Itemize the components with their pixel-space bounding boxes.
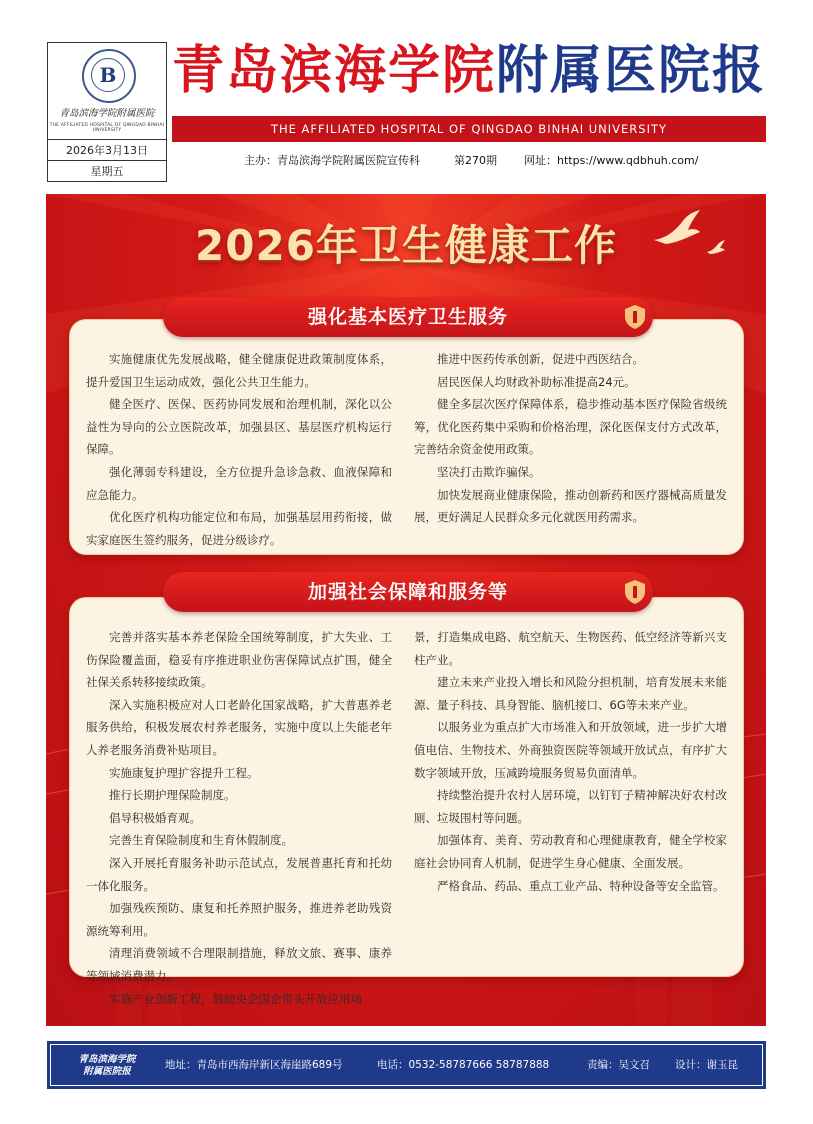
section1-right-column [414, 348, 727, 529]
newspaper-title [172, 38, 768, 104]
paragraph: 清理消费领域不合理限制措施，释放文旅、赛事、康养等领域消费潜力。 [86, 946, 392, 983]
paragraph: 推行长期护理保险制度。 [109, 788, 236, 803]
paragraph: 实施产业创新工程，鼓励央企国企带头开放应用场 [109, 991, 362, 1006]
section1-left-column [86, 348, 392, 551]
paragraph: 完善并落实基本养老保险全国统筹制度，扩大失业、工伤保险覆盖面，稳妥有序推进职业伤害保障试点扩围，健全社保关系转移接续政策。 [86, 630, 392, 690]
footer-brand-line1: 青岛滨海学院 [78, 1054, 136, 1065]
section2-right-column [414, 626, 727, 897]
footer-brand-line2: 附属医院报 [83, 1066, 131, 1077]
section-heading-healthcare: 强化基本医疗卫生服务 [163, 297, 653, 337]
footer-address: 地址：青岛市西海岸新区海崖路689号 [165, 1059, 343, 1071]
paragraph: 深入实施积极应对人口老龄化国家战略，扩大普惠养老服务供给，积极发展农村养老服务，实施中度以上失能老年人养老服务消费补贴项目。 [86, 697, 392, 757]
title-blue-part: 附属医院报 [496, 40, 767, 101]
paragraph: 健全多层次医疗保障体系，稳步推动基本医疗保险省级统筹，优化医药集中采购和价格治理，深化医保支付方式改革，完善结余资金使用政策。 [414, 397, 727, 457]
footer-bar [47, 1041, 766, 1089]
party-emblem-icon [624, 304, 646, 330]
paragraph: 深入开展托育服务补助示范试点，发展普惠托育和托幼一体化服务。 [86, 855, 392, 893]
dove-icon [652, 210, 702, 252]
paragraph: 实施康复护理扩容提升工程。 [109, 765, 259, 780]
section-heading-social-security: 加强社会保障和服务等 [163, 572, 653, 612]
masthead-info-row [172, 150, 766, 172]
website-link[interactable]: 网址：https://www.qdbhuh.com/ [524, 154, 699, 167]
poster-title: 2026年卫生健康工作 [195, 221, 617, 270]
section-card-healthcare [70, 320, 743, 554]
section2-left-column [86, 626, 392, 1010]
paragraph: 推进中医药传承创新，促进中西医结合。 [437, 352, 644, 366]
issue-number: 第270期 [454, 154, 497, 167]
english-subtitle-band: THE AFFILIATED HOSPITAL OF QINGDAO BINHAI UNIVERSITY [172, 116, 766, 142]
masthead-logo-box [47, 42, 167, 182]
seal-letter: B [91, 58, 125, 92]
paragraph: 加强残疾预防、康复和托养照护服务，推进养老助残资源统筹利用。 [86, 901, 392, 938]
footer-brand [65, 1054, 149, 1078]
paragraph: 完善生育保险制度和生育休假制度。 [109, 833, 293, 848]
footer-phone: 电话：0532-58787666 58787888 [377, 1059, 550, 1071]
paragraph: 实施健康优先发展战略，健全健康促进政策制度体系，提升爱国卫生运动成效，强化公共卫生能力。 [86, 352, 392, 389]
logo-english-name: THE AFFILIATED HOSPITAL OF QINGDAO BINHAI UNIVERSITY [49, 123, 165, 133]
footer-designer: 设计：谢玉昆 [675, 1059, 738, 1071]
hospital-seal-icon [82, 49, 136, 103]
title-red-part: 青岛滨海学院 [172, 40, 497, 101]
footer-frame [50, 1044, 763, 1086]
paragraph: 健全医疗、医保、医药协同发展和治理机制，深化以公益性为导向的公立医院改革，加强县区、基层医疗机构运行保障。 [86, 397, 392, 457]
logo-chinese-name: 青岛滨海学院附属医院 [59, 108, 155, 119]
party-emblem-icon [624, 579, 646, 605]
paragraph: 优化医疗机构功能定位和布局，加强基层用药衔接，做实家庭医生签约服务，促进分级诊疗。 [86, 510, 392, 547]
small-dove-icon [706, 240, 726, 256]
section-card-social-security [70, 598, 743, 1006]
sponsor-text: 主办：青岛滨海学院附属医院宣传科 [244, 154, 420, 167]
poster-panel [46, 194, 766, 1026]
paragraph: 倡导积极婚育观。 [109, 810, 201, 825]
paragraph: 以服务业为重点扩大市场准入和开放领域，进一步扩大增值电信、生物技术、外商独资医院等领域开放试点，有序扩大数字领域开放，压减跨境服务贸易负面清单。 [414, 720, 727, 780]
paragraph-continued: 景，打造集成电路、航空航天、生物医药、低空经济等新兴支柱产业。 [414, 630, 727, 667]
footer-editor: 责编：吴文召 [587, 1059, 650, 1071]
paragraph: 严格食品、药品、重点工业产品、特种设备等安全监管。 [437, 878, 725, 893]
paragraph: 加快发展商业健康保险，推动创新药和医疗器械高质量发展，更好满足人民群众多元化就医用药需求。 [414, 487, 727, 525]
paragraph: 加强体育、美育、劳动教育和心理健康教育，健全学校家庭社会协同育人机制，促进学生身心健康、全面发展。 [414, 833, 727, 870]
issue-weekday: 星期五 [90, 165, 124, 178]
issue-date: 2026年3月13日 [48, 140, 166, 161]
paragraph: 居民医保人均财政补助标准提高24元。 [437, 374, 636, 389]
paragraph: 建立未来产业投入增长和风险分担机制，培育发展未来能源、量子科技、具身智能、脑机接口、6G等未来产业。 [414, 675, 727, 712]
logo-area [48, 43, 166, 140]
paragraph: 坚决打击欺诈骗保。 [437, 464, 541, 479]
paragraph: 持续整治提升农村人居环境，以钉钉子精神解决好农村改厕、垃圾围村等问题。 [414, 788, 727, 825]
paragraph: 强化薄弱专科建设，全方位提升急诊急救、血液保障和应急能力。 [86, 464, 392, 502]
